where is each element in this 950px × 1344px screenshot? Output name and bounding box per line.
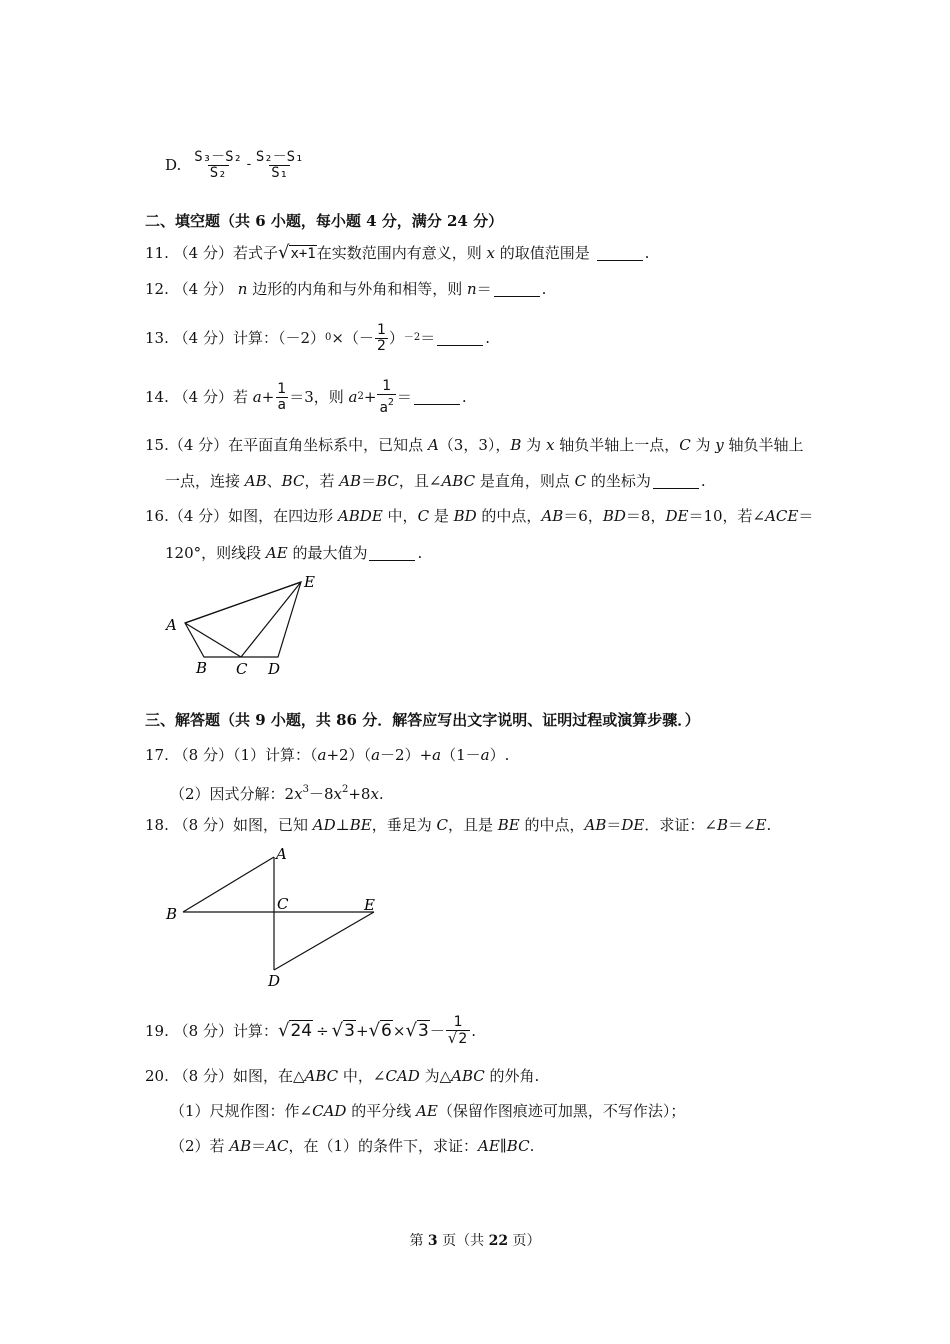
q16-line-ae [185, 582, 301, 623]
q20-score: （8 分） [173, 1067, 233, 1085]
q18-label-d: D [268, 972, 281, 990]
q19-number: 19. [145, 1022, 169, 1040]
q20-text-p2b: ＝ [251, 1137, 267, 1155]
question-18 [145, 815, 771, 835]
q20-cad: CAD [385, 1067, 420, 1085]
q13-text-3: ） [388, 329, 404, 347]
q15-text-1a: 15.（4 分）在平面直角坐标系中，已知点 [145, 436, 428, 454]
q16-line-ac [185, 623, 241, 657]
q15-point-b: B [510, 436, 522, 454]
question-19 [145, 1009, 476, 1053]
q17-exp-2: 2 [341, 784, 349, 795]
question-12 [145, 279, 546, 299]
q14-end: . [461, 388, 467, 406]
q15-text-2c: ，若 [304, 472, 340, 490]
q17-x-2: x [333, 785, 342, 803]
sqrt-3-radicand: 3 [344, 1021, 355, 1041]
q20-ac: AC [266, 1137, 289, 1155]
q14-text-2: ＝3，则 [289, 388, 344, 406]
sqrt-6: √6 [368, 1020, 392, 1041]
q15-x: x [545, 436, 555, 454]
q20-text-p2d: ∥ [499, 1137, 507, 1155]
q20-text-p2c: ，在（1）的条件下，求证： [288, 1137, 479, 1155]
q14-fraction-2-num: 1 [382, 377, 392, 394]
section-3-title: 三、解答题（共 9 小题，共 86 分．解答应写出文字说明、证明过程或演算步骤．） [145, 711, 700, 729]
q17-text-2a: （2）因式分解：2 [170, 785, 295, 803]
q14-fraction-1 [275, 382, 288, 413]
q16-label-c: C [236, 660, 248, 678]
q16-text-1c: 是 [429, 507, 454, 525]
footer-page-number: 3 [427, 1233, 438, 1249]
q20-bc: BC [506, 1137, 530, 1155]
fraction-2-numerator: S₂－S₁ [255, 148, 304, 165]
q18-text-5: 的中点， [519, 816, 585, 834]
q17-text-1c: －2）+ [380, 746, 433, 764]
question-15-line-1 [145, 435, 804, 455]
q16-quadrilateral [185, 582, 301, 657]
q16-ace: ACE [765, 507, 799, 525]
option-d: D. $\frac{\text{S₃－S₂}}{\text{S₂}}$ - $\frac{\text{S₂－S₁}}{\text{S₁}}$ [165, 148, 304, 181]
q16-figure [160, 570, 330, 680]
q16-point-c: C [417, 507, 430, 525]
q17-a-2: a [371, 746, 381, 764]
q17-text-2c: +8 [348, 785, 371, 803]
q12-score: （4 分） [173, 280, 233, 298]
q20-ae-2: AE [478, 1137, 500, 1155]
q13-fraction-num: 1 [376, 321, 386, 338]
q15-text-2e: ，且∠ [398, 472, 442, 490]
q18-line-ab [183, 857, 274, 912]
q15-bc-2: BC [376, 472, 399, 490]
q11-text-2: 在实数范围内有意义，则 [316, 244, 482, 262]
footer-total-pages: 22 [488, 1233, 509, 1249]
q11-score: （4 分） [173, 244, 233, 262]
q14-fraction-2 [377, 379, 395, 416]
q13-minus: － [358, 329, 374, 347]
q16-text-1b: 中， [382, 507, 418, 525]
q14-plus: + [261, 388, 275, 406]
question-20-part-1 [170, 1101, 685, 1121]
q18-label-a: A [276, 845, 287, 863]
footer-text-a: 第 [409, 1233, 428, 1249]
q14-text-3: ＝ [396, 388, 412, 406]
sqrt-3-b: √3 [405, 1020, 429, 1041]
q16-bd-2: BD [602, 507, 626, 525]
q17-a-4: a [480, 746, 490, 764]
fraction-2-denominator: S₁ [271, 164, 289, 181]
q19-fraction [446, 1015, 470, 1047]
q18-label-b: B [166, 905, 178, 923]
q16-text-1a: 16.（4 分）如图，在四边形 [145, 507, 338, 525]
q14-score: （4 分） [173, 388, 233, 406]
q20-text-1: 如图，在△ [232, 1067, 305, 1085]
q14-var-a: a [252, 388, 262, 406]
q13-score: （4 分） [173, 329, 233, 347]
q16-answer-blank[interactable] [369, 546, 415, 561]
question-16-line-1 [145, 506, 813, 526]
q18-text-9: . [766, 816, 772, 834]
q15-text-2b: 、 [266, 472, 282, 490]
q14-var-a-2: a [348, 388, 358, 406]
q16-text-1g: ＝10，若∠ [688, 507, 766, 525]
q13-end: . [485, 329, 491, 347]
footer-text-b: 页（共 [437, 1233, 489, 1249]
q17-x-3: x [370, 785, 379, 803]
q18-be: BE [349, 816, 372, 834]
question-17-line-2 [170, 780, 384, 804]
q12-answer-blank[interactable] [494, 282, 540, 297]
q17-text-1a: （1）计算：（ [232, 746, 318, 764]
q15-answer-blank[interactable] [653, 474, 699, 489]
fraction-1-denominator: S₂ [209, 164, 227, 181]
q14-plus-2: + [363, 388, 377, 406]
q20-text-3: 为△ [419, 1067, 452, 1085]
q13-number: 13. [145, 329, 169, 347]
q17-a-3: a [432, 746, 442, 764]
q13-fraction-den: 2 [376, 337, 386, 354]
q12-var: n [237, 280, 248, 298]
sqrt-24-radicand: 24 [290, 1021, 313, 1041]
sqrt-6-radicand: 6 [381, 1021, 392, 1041]
q20-number: 20. [145, 1067, 169, 1085]
q12-var-2: n [466, 280, 477, 298]
q15-text-1d: 轴负半轴上一点， [554, 436, 680, 454]
q19-minus: － [429, 1022, 445, 1040]
q12-number: 12. [145, 280, 169, 298]
q14-fraction-2-den-exp: 2 [387, 396, 394, 408]
q19-plus: + [355, 1022, 369, 1040]
footer-text-c: 页） [508, 1233, 541, 1249]
q17-number: 17. [145, 746, 169, 764]
q16-label-a: A [166, 616, 177, 634]
q15-text-2g: 的坐标为 [586, 472, 651, 490]
q16-line-ce [241, 582, 301, 657]
page-footer [0, 1230, 950, 1250]
q16-label-b: B [196, 659, 208, 677]
q15-text-2f: 是直角，则点 [475, 472, 575, 490]
q14-fraction-2-den [377, 394, 395, 416]
q16-end: . [417, 544, 423, 562]
q16-abde: ABDE [337, 507, 383, 525]
q17-exp-1: 3 [302, 784, 309, 795]
q15-point-c: C [679, 436, 691, 454]
q16-label-d: D [268, 660, 281, 678]
question-20 [145, 1066, 539, 1086]
q15-y: y [715, 436, 724, 454]
q20-abc: ABC [304, 1067, 339, 1085]
q14-fraction-1-den: a [277, 396, 286, 413]
question-16-line-2 [165, 543, 422, 563]
q18-text-6: ＝ [606, 816, 622, 834]
q11-var: x [486, 244, 496, 262]
option-d-label: D. [165, 156, 182, 174]
question-17-line-1 [145, 745, 509, 765]
q14-text-1: 若 [232, 388, 248, 406]
fraction-1 [192, 150, 244, 181]
q18-number: 18. [145, 816, 169, 834]
question-15-line-2 [165, 471, 706, 491]
q20-text-p1a: （1）尺规作图：作∠ [170, 1102, 313, 1120]
q13-exp-1: 0 [325, 332, 332, 343]
fraction-2 [254, 150, 306, 181]
sqrt-3-b-radicand: 3 [417, 1021, 429, 1041]
q16-label-e: E [304, 573, 315, 591]
q19-div: ÷ [316, 1022, 329, 1040]
q20-text-p1c: （保留作图痕迹可加黑，不写作法）； [437, 1102, 686, 1120]
question-14 [145, 377, 467, 417]
q19-times: × [392, 1022, 406, 1040]
q19-end: . [471, 1022, 477, 1040]
sqrt-3: √3 [331, 1020, 355, 1041]
q12-text-2: ＝ [476, 280, 492, 298]
q11-end: . [644, 244, 650, 262]
q19-fraction-num: 1 [453, 1014, 463, 1030]
q15-ab: AB [244, 472, 267, 490]
q11-answer-blank[interactable] [597, 246, 643, 261]
q14-fraction-1-num: 1 [277, 380, 287, 397]
q15-text-1b: （3，3）， [438, 436, 511, 454]
q17-text-2d: . [378, 785, 384, 803]
q18-line-de [274, 912, 374, 970]
q13-text-2: ×（ [331, 329, 359, 347]
q20-text-p2e: . [529, 1137, 535, 1155]
q15-point-a: A [427, 436, 439, 454]
q15-text-1c: 为 [521, 436, 546, 454]
q15-text-2d: ＝ [361, 472, 377, 490]
q20-ae: AE [416, 1102, 438, 1120]
q18-figure [160, 840, 390, 1000]
q18-angle-b: B [716, 816, 728, 834]
q17-text-1d: （1－ [441, 746, 481, 764]
q20-ab: AB [229, 1137, 252, 1155]
q18-text-8: ＝∠ [727, 816, 756, 834]
q15-text-1f: 轴负半轴上 [723, 436, 804, 454]
q11-number: 11. [145, 244, 169, 262]
sqrt-2: √2 [447, 1029, 468, 1047]
q16-text-1d: 的中点， [476, 507, 542, 525]
q18-point-c: C [436, 816, 448, 834]
q13-answer-blank[interactable] [437, 331, 483, 346]
q16-ab: AB [541, 507, 564, 525]
q15-text-2a: 一点，连接 [165, 472, 245, 490]
q14-number: 14. [145, 388, 169, 406]
q18-angle-e: E [755, 816, 767, 834]
q14-fraction-2-den-base: a [379, 399, 388, 416]
q18-ad: AD [312, 816, 336, 834]
q20-cad-2: CAD [312, 1102, 347, 1120]
sqrt-24: √24 [277, 1020, 313, 1041]
q20-text-p1b: 的平分线 [346, 1102, 417, 1120]
q16-text-1f: ＝8， [625, 507, 666, 525]
q18-label-c: C [277, 895, 289, 913]
q15-end: . [700, 472, 706, 490]
q18-text-2: ⊥ [335, 816, 350, 834]
q17-a-1: a [317, 746, 327, 764]
q20-text-2: 中，∠ [338, 1067, 386, 1085]
q12-text-1: 边形的内角和与外角和相等，则 [252, 280, 463, 298]
q17-text-2b: －8 [308, 785, 334, 803]
q18-text-7: ．求证：∠ [644, 816, 717, 834]
q20-text-4: 的外角. [484, 1067, 540, 1085]
q18-ab: AB [584, 816, 607, 834]
q18-score: （8 分） [173, 816, 233, 834]
sqrt-2-radicand: 2 [458, 1031, 468, 1047]
q16-text-2b: 的最大值为 [287, 544, 368, 562]
q17-text-1e: ）. [489, 746, 510, 764]
q18-text-4: ，且是 [447, 816, 498, 834]
q13-exp-2: －2 [403, 332, 421, 343]
q14-exp: 2 [357, 391, 364, 402]
q17-text-1b: +2）（ [326, 746, 372, 764]
q15-bc: BC [281, 472, 305, 490]
q18-be-2: BE [497, 816, 520, 834]
q16-text-2a: 120°，则线段 [165, 544, 266, 562]
q19-text-1: 计算： [232, 1022, 278, 1040]
q15-ab-2: AB [339, 472, 362, 490]
q15-text-1e: 为 [690, 436, 716, 454]
q18-de: DE [621, 816, 645, 834]
q11-text-3: 的取值范围是 [499, 244, 590, 262]
q19-score: （8 分） [173, 1022, 233, 1040]
q16-text-1h: ＝ [798, 507, 814, 525]
q17-x-1: x [294, 785, 303, 803]
q15-abc: ABC [441, 472, 476, 490]
question-11 [145, 243, 649, 264]
q13-text-1: 计算：（－2） [232, 329, 325, 347]
sqrt-x-plus-1: √x+1 [277, 242, 316, 263]
q11-radicand: x+1 [290, 246, 316, 262]
q18-text-1: 如图，已知 [232, 816, 313, 834]
question-20-part-2 [170, 1136, 534, 1156]
q17-score: （8 分） [173, 746, 233, 764]
q13-fraction [375, 323, 388, 354]
q16-ae: AE [265, 544, 288, 562]
q18-text-3: ，垂足为 [371, 816, 437, 834]
q11-text-1: 若式子 [232, 244, 278, 262]
q16-text-1e: ＝6， [563, 507, 603, 525]
q20-text-p2a: （2）若 [170, 1137, 230, 1155]
question-13 [145, 318, 490, 358]
section-2-title: 二、填空题（共 6 小题，每小题 4 分，满分 24 分） [145, 212, 504, 230]
fraction-1-numerator: S₃－S₂ [194, 148, 242, 165]
q18-label-e: E [364, 896, 375, 914]
q16-bd: BD [453, 507, 477, 525]
q14-answer-blank[interactable] [414, 390, 460, 405]
q13-text-4: ＝ [420, 329, 436, 347]
q20-abc-2: ABC [451, 1067, 485, 1085]
q12-end: . [541, 280, 547, 298]
q16-de: DE [665, 507, 689, 525]
q15-point-c-2: C [574, 472, 587, 490]
